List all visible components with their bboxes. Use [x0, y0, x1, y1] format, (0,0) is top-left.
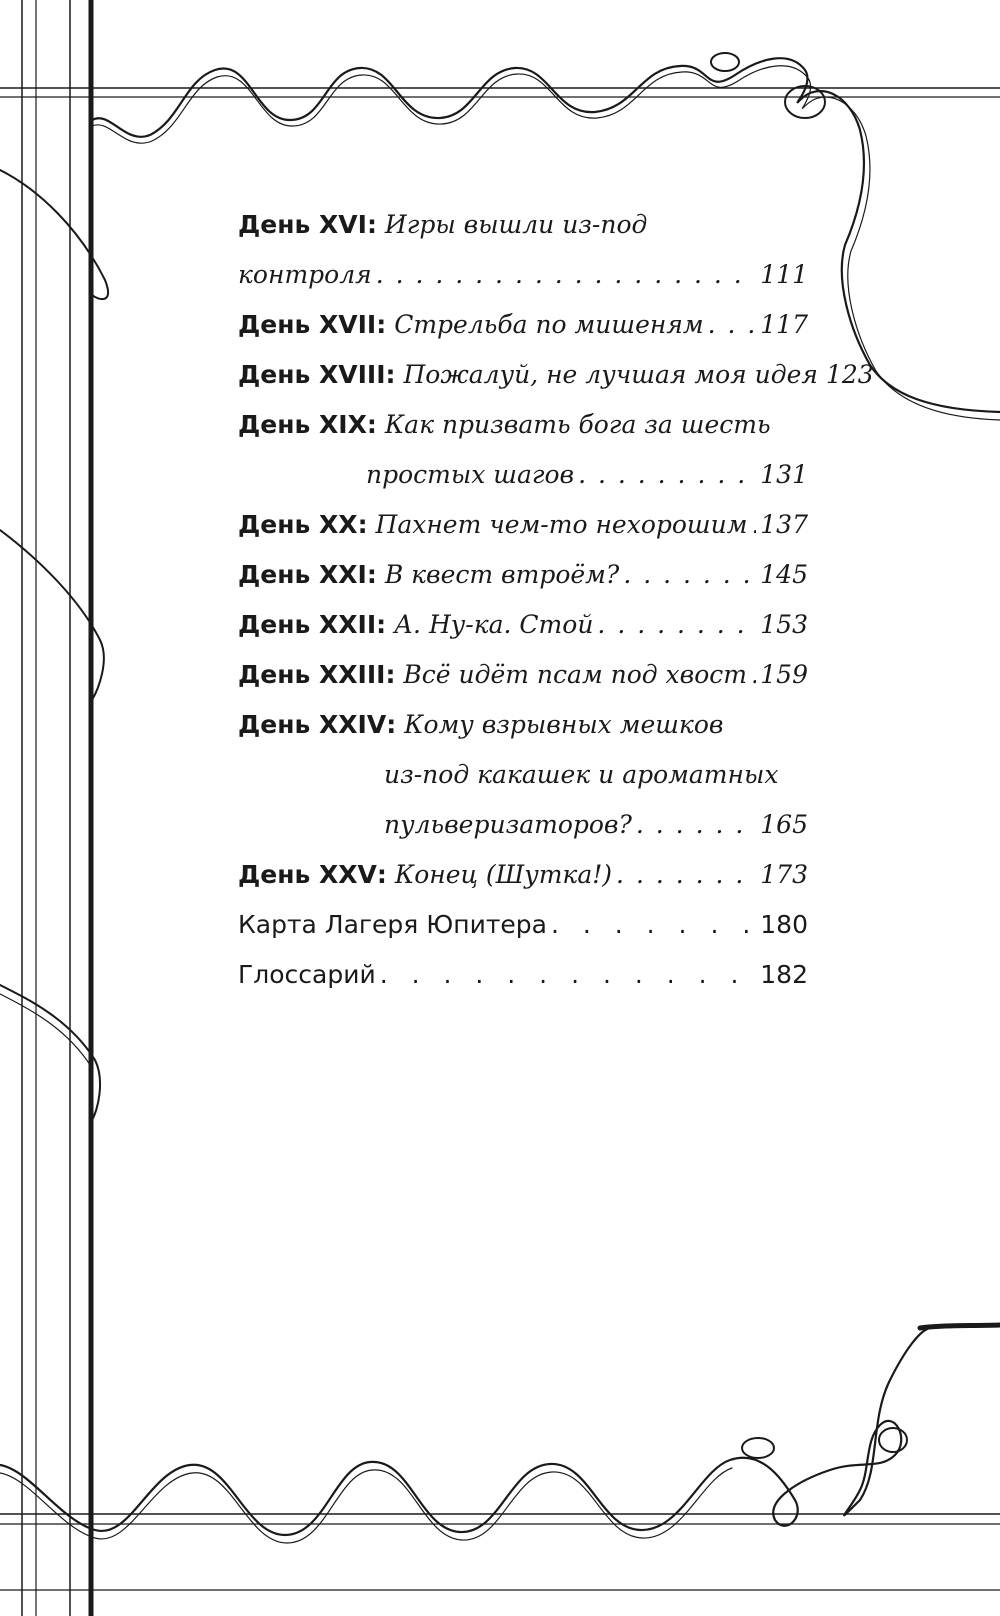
toc-page-number: 117 — [760, 310, 808, 339]
toc-dot-leader — [636, 800, 756, 850]
toc-day-label: День XXI — [238, 560, 367, 589]
toc-day-label: День XVIII — [238, 360, 386, 389]
left-ribbon-2 — [0, 530, 104, 700]
toc-page-number: 165 — [760, 810, 808, 839]
toc-page-number: 173 — [760, 860, 808, 889]
toc-day-label: День XVI — [238, 210, 367, 239]
toc-extra-entry[interactable] — [238, 950, 808, 1000]
toc-entry-line — [238, 850, 808, 900]
toc-chapter-title: В квест втроём? — [384, 560, 620, 589]
toc-extra-entry[interactable] — [238, 900, 808, 950]
toc-chapter-title: Кому взрывных мешков — [404, 710, 724, 739]
toc-chapter-title: Стрельба по мишеням — [394, 310, 704, 339]
toc-dot-leader — [616, 850, 756, 900]
toc-extra-title: Глоссарий — [238, 960, 376, 989]
toc-chapter-title: пульверизаторов? — [384, 810, 632, 839]
toc-colon: : — [366, 410, 377, 439]
toc-entry[interactable] — [238, 600, 808, 650]
toc-colon: : — [385, 360, 396, 389]
toc-entry-line — [238, 700, 808, 750]
toc-page-number: 182 — [760, 960, 808, 989]
toc-dot-leader — [376, 250, 757, 300]
toc-entry-line — [238, 250, 808, 300]
toc-entry[interactable] — [238, 550, 808, 600]
toc-colon: : — [386, 710, 397, 739]
toc-colon: : — [376, 610, 387, 639]
toc-chapter-title: контроля — [238, 260, 372, 289]
toc-dot-leader — [380, 950, 757, 1000]
toc-chapter-title: из-под какашек и ароматных — [384, 760, 779, 789]
left-ribbon-3-edge — [0, 994, 92, 1068]
toc-entry[interactable] — [238, 200, 808, 300]
toc-day-label: День XXIII — [238, 660, 386, 689]
toc-page-number: 123 — [825, 360, 874, 389]
toc-entry-line — [238, 300, 808, 350]
bottom-ribbon — [0, 1328, 930, 1535]
toc-entry[interactable] — [238, 500, 808, 550]
toc-colon: : — [357, 510, 368, 539]
right-thick-rule — [920, 1325, 1000, 1328]
toc-entry-line — [238, 500, 808, 550]
toc-extra-title: Карта Лагеря Юпитера — [238, 910, 547, 939]
top-ribbon-loop — [711, 53, 739, 71]
toc-chapter-title: Конец (Шутка!) — [394, 860, 613, 889]
toc-entry-line — [238, 450, 808, 500]
toc-colon: : — [376, 310, 387, 339]
toc-entry[interactable] — [238, 700, 808, 850]
toc-chapter-title: Пахнет чем-то нехорошим — [375, 510, 748, 539]
toc-page-number: 153 — [760, 610, 808, 639]
toc-entry[interactable] — [238, 400, 808, 500]
toc-dot-leader — [578, 450, 756, 500]
left-ribbon-3 — [0, 985, 100, 1120]
toc-colon: : — [385, 660, 396, 689]
toc-entry-line — [238, 900, 808, 950]
table-of-contents — [238, 200, 874, 1000]
toc-dot-leader — [623, 550, 756, 600]
toc-dot-leader — [708, 300, 757, 350]
toc-colon: : — [376, 860, 387, 889]
bottom-ribbon-loop-2 — [879, 1428, 907, 1452]
toc-chapter-title: Как призвать бога за шесть — [384, 410, 771, 439]
toc-dot-leader — [597, 600, 756, 650]
toc-day-label: День XXIV — [238, 710, 387, 739]
toc-entry-line — [238, 550, 808, 600]
toc-chapter-title: простых шагов — [366, 460, 575, 489]
toc-page-number: 131 — [760, 460, 808, 489]
toc-day-label: День XIX — [238, 410, 367, 439]
toc-entry-line — [238, 750, 808, 800]
toc-chapter-title: Всё идёт псам под хвост — [403, 660, 747, 689]
toc-entry-line — [238, 400, 808, 450]
toc-entry[interactable] — [238, 650, 808, 700]
toc-day-label: День XXII — [238, 610, 377, 639]
toc-day-label: День XXV — [238, 860, 377, 889]
toc-colon: : — [366, 560, 377, 589]
toc-entry-line — [238, 600, 808, 650]
toc-page-number: 111 — [760, 260, 808, 289]
toc-entry-line — [238, 350, 874, 400]
toc-entry[interactable] — [238, 350, 874, 400]
toc-entry[interactable] — [238, 850, 808, 900]
toc-colon: : — [366, 210, 377, 239]
toc-entry-line — [238, 800, 808, 850]
toc-chapter-title: А. Ну-ка. Стой — [394, 610, 594, 639]
toc-chapter-title: Игры вышли из-под — [384, 210, 648, 239]
bottom-ribbon-loop — [742, 1438, 774, 1458]
toc-day-label: День XVII — [238, 310, 377, 339]
toc-dot-leader — [751, 650, 756, 700]
toc-entry-line — [238, 200, 808, 250]
toc-entry[interactable] — [238, 300, 808, 350]
toc-page-number: 137 — [760, 510, 808, 539]
toc-entry-line — [238, 650, 808, 700]
toc-chapter-title: Пожалуй, не лучшая моя идея — [403, 360, 818, 389]
toc-entry-line — [238, 950, 808, 1000]
bottom-ribbon-edge — [0, 1468, 732, 1543]
toc-dot-leader — [751, 500, 756, 550]
toc-page-number: 159 — [760, 660, 808, 689]
toc-day-label: День XX — [238, 510, 358, 539]
toc-page-number: 180 — [760, 910, 808, 939]
toc-dot-leader — [551, 900, 756, 950]
toc-page-number: 145 — [760, 560, 808, 589]
